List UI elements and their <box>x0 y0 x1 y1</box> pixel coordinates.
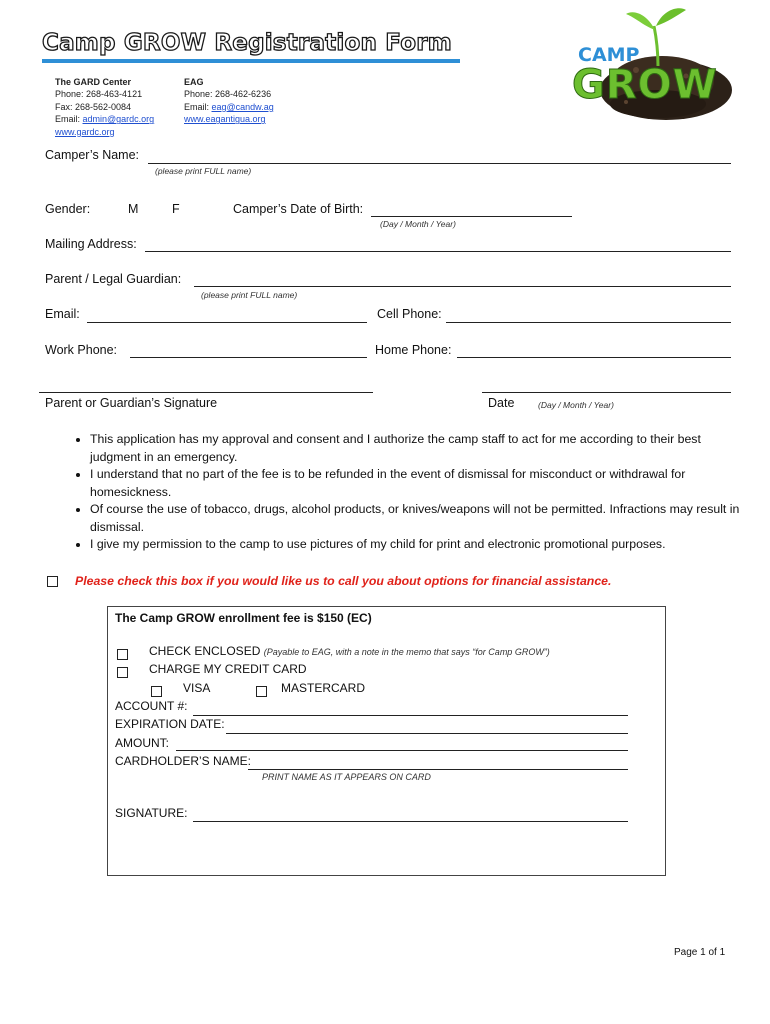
camp-grow-logo <box>566 4 736 126</box>
card-signature-label: SIGNATURE: <box>115 806 188 820</box>
cardholder-label: CARDHOLDER’S NAME: <box>115 754 252 768</box>
card-signature-field[interactable] <box>193 821 628 822</box>
cardholder-hint: PRINT NAME AS IT APPEARS ON CARD <box>262 772 431 782</box>
eag-email-link[interactable]: eag@candw.ag <box>211 101 274 112</box>
gard-fax: Fax: 268-562-0084 <box>55 101 132 112</box>
page-number: Page 1 of 1 <box>674 947 726 958</box>
cell-phone-field[interactable] <box>446 322 731 323</box>
eag-website-link[interactable]: www.eagantigua.org <box>184 114 266 125</box>
amount-label: AMOUNT: <box>115 736 169 750</box>
financial-assistance-label: Please check this box if you would like us to call you about options for financial assistance. <box>75 574 612 588</box>
cell-phone-label: Cell Phone: <box>377 307 442 321</box>
consent-term: • Of course the use of tobacco, drugs, alcohol products, or knives/weapons will not be permitted. Infractions may result in dismissal. <box>90 501 750 536</box>
consent-term: • I give my permission to the camp to use pictures of my child for print and electronic promotional purposes. <box>90 536 750 554</box>
eag-contact <box>184 76 274 126</box>
signature-label: Parent or Guardian’s Signature <box>45 396 218 410</box>
gender-label: Gender: <box>45 202 91 216</box>
eag-name: EAG <box>184 77 204 87</box>
form-title: Camp GROW Registration Form <box>42 30 452 56</box>
gard-phone: Phone: 268-463-4121 <box>55 89 143 100</box>
email-field[interactable] <box>87 322 367 323</box>
logo-grow-text: GROW <box>572 62 718 108</box>
email-label: Email: <box>45 307 80 321</box>
gender-m-option[interactable]: M <box>128 202 139 216</box>
eag-phone: Phone: 268-462-6236 <box>184 89 272 100</box>
credit-card-checkbox[interactable] <box>117 664 128 682</box>
signature-date-field[interactable] <box>482 392 731 393</box>
mailing-address-field[interactable] <box>145 251 731 252</box>
mastercard-checkbox[interactable] <box>256 683 267 701</box>
visa-label: VISA <box>183 681 211 695</box>
gender-f-option[interactable]: F <box>172 202 180 216</box>
work-phone-field[interactable] <box>130 357 367 358</box>
home-phone-label: Home Phone: <box>375 343 452 357</box>
home-phone-field[interactable] <box>457 357 731 358</box>
check-enclosed-text: CHECK ENCLOSED <box>149 644 261 658</box>
gard-email-label: Email: <box>55 114 83 125</box>
check-enclosed-note: (Payable to EAG, with a note in the memo that says “for Camp GROW”) <box>263 647 550 657</box>
gard-contact <box>55 76 154 138</box>
consent-term: • I understand that no part of the fee is to be refunded in the event of dismissal for misconduct or withdrawal for homesickness. <box>90 466 750 501</box>
cardholder-field[interactable] <box>248 769 628 770</box>
work-phone-label: Work Phone: <box>45 343 118 357</box>
payment-box <box>107 606 666 876</box>
title-underline <box>42 59 460 63</box>
dob-field[interactable] <box>371 216 572 217</box>
expiration-field[interactable] <box>226 733 628 734</box>
gard-website-link[interactable]: www.gardc.org <box>55 126 115 137</box>
mastercard-label: MASTERCARD <box>281 681 366 695</box>
expiration-label: EXPIRATION DATE: <box>115 717 225 731</box>
eag-email-label: Email: <box>184 101 212 112</box>
account-label: ACCOUNT #: <box>115 699 188 713</box>
check-enclosed-label <box>149 644 550 658</box>
guardian-hint: (please print FULL name) <box>201 290 298 300</box>
guardian-label: Parent / Legal Guardian: <box>45 272 182 286</box>
mailing-address-label: Mailing Address: <box>45 237 137 251</box>
logo-camp-text: CAMP <box>578 44 640 66</box>
camper-name-label: Camper’s Name: <box>45 148 140 162</box>
guardian-field[interactable] <box>194 286 731 287</box>
amount-field[interactable] <box>176 750 628 751</box>
financial-assistance-checkbox[interactable] <box>47 573 58 591</box>
check-enclosed-checkbox[interactable] <box>117 646 128 664</box>
enrollment-fee-heading: The Camp GROW enrollment fee is $150 (EC) <box>115 611 372 625</box>
dob-label: Camper’s Date of Birth: <box>233 202 364 216</box>
gard-name: The GARD Center <box>55 77 132 87</box>
credit-card-label: CHARGE MY CREDIT CARD <box>149 662 307 676</box>
date-label: Date <box>488 396 515 410</box>
dob-hint: (Day / Month / Year) <box>380 219 456 229</box>
camper-name-hint: (please print FULL name) <box>155 166 252 176</box>
date-hint: (Day / Month / Year) <box>538 400 614 410</box>
consent-term: • This application has my approval and consent and I authorize the camp staff to act for me according to their best judgment in an emergency. <box>90 431 750 466</box>
guardian-signature-field[interactable] <box>39 392 373 393</box>
camper-name-field[interactable] <box>148 163 731 164</box>
consent-terms-list <box>70 431 750 554</box>
gard-email-link[interactable]: admin@gardc.org <box>82 114 155 125</box>
account-field[interactable] <box>193 715 628 716</box>
